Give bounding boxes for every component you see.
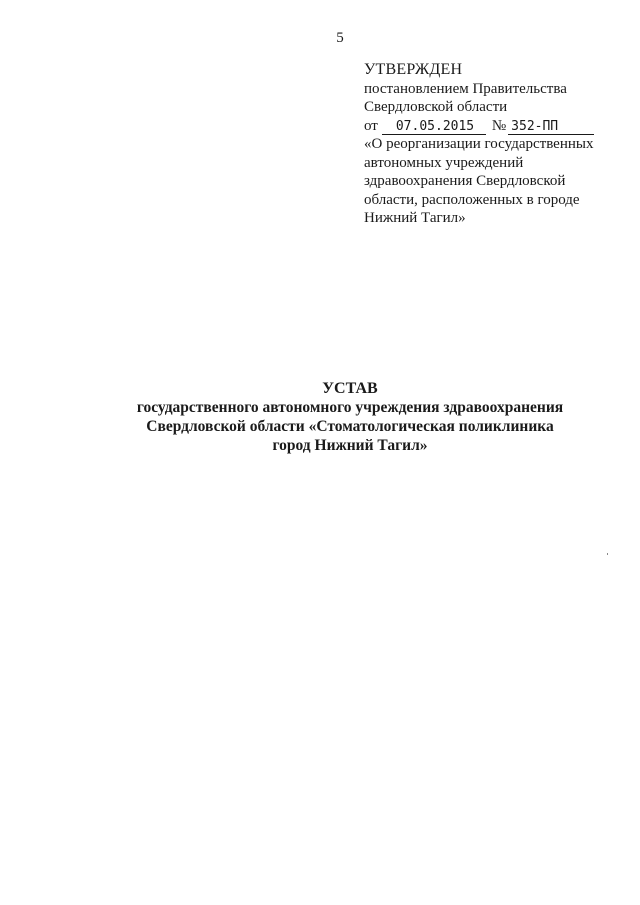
charter-title-block — [100, 379, 600, 455]
subject-line: здравоохранения Свердловской — [364, 173, 566, 189]
approval-line-2: Свердловской области — [364, 99, 508, 115]
scan-speck — [607, 553, 608, 555]
approval-number: 352-ПП — [508, 119, 594, 135]
approval-block — [364, 61, 626, 228]
number-sign: № — [491, 117, 507, 134]
charter-title-line: город Нижний Тагил» — [272, 437, 428, 454]
approval-stamp: УТВЕРЖДЕН — [364, 61, 463, 78]
from-label: от — [364, 117, 378, 134]
approval-date-line — [364, 117, 626, 136]
approval-date: 07.05.2015 — [382, 119, 486, 135]
subject-line: Нижний Тагил» — [364, 210, 466, 226]
approval-line-1: постановлением Правительства — [364, 80, 567, 97]
charter-title-line: государственного автономного учреждения здравоохранения — [136, 399, 564, 416]
charter-title-line: Свердловской области «Стоматологическая поликлиника — [146, 418, 554, 435]
charter-heading: УСТАВ — [322, 380, 378, 397]
subject-line: автономных учреждений — [364, 154, 524, 171]
page-number: 5 — [336, 30, 344, 46]
subject-line: области, расположенных в городе — [364, 191, 580, 208]
subject-line: «О реорганизации государственных — [364, 136, 594, 152]
